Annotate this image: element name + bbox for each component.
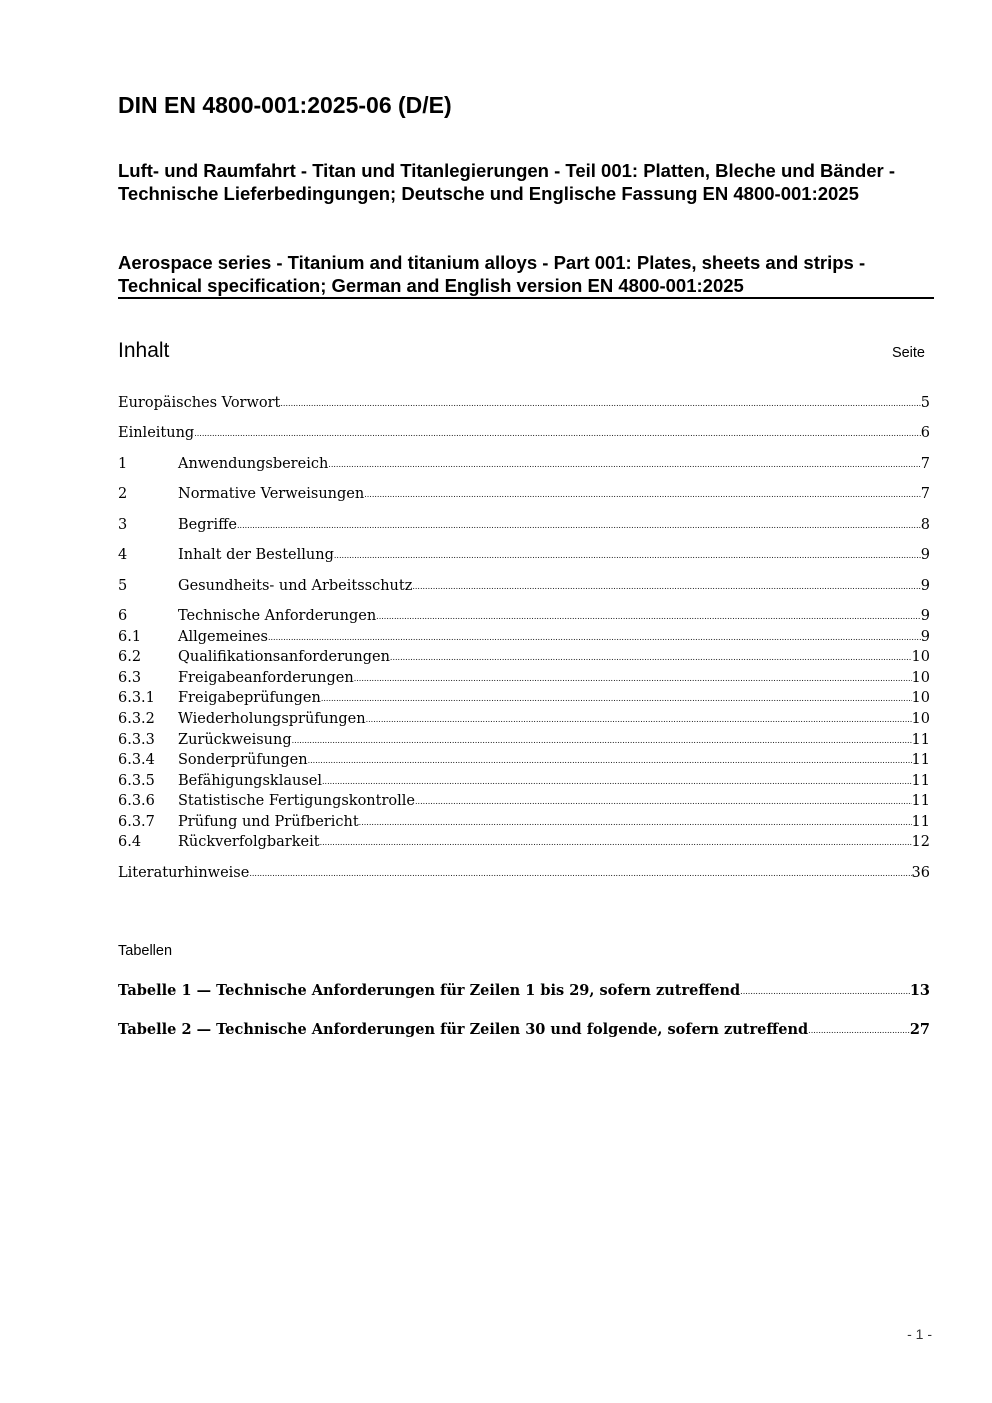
toc-entry-page: 10	[911, 670, 930, 686]
toc-entry-6-3-1[interactable]	[118, 690, 930, 710]
header-divider	[118, 297, 934, 299]
table-entry-label: Tabelle 1 — Technische Anforderungen für Zeilen 1 bis 29, sofern zutreffend	[118, 982, 741, 999]
toc-entry-label: Befähigungsklausel	[178, 773, 322, 789]
toc-entry-page: 9	[920, 578, 930, 594]
table-entry-1[interactable]	[118, 982, 930, 1002]
toc-leader-dots	[740, 982, 910, 998]
toc-entry-5[interactable]	[118, 578, 930, 598]
toc-leader-dots	[308, 751, 912, 767]
toc-entry-page: 9	[920, 629, 930, 645]
toc-entry-label: Statistische Fertigungskontrolle	[178, 793, 415, 809]
toc-entry-6-2[interactable]	[118, 649, 930, 669]
toc-entry-page: 11	[911, 814, 930, 830]
toc-entry-label: Wiederholungsprüfungen	[178, 711, 366, 727]
toc-entry-page: 11	[911, 732, 930, 748]
toc-entry-number: 6.3.1	[118, 690, 155, 706]
toc-leader-dots	[249, 864, 911, 880]
toc-entry-page: 10	[911, 690, 930, 706]
toc-entry-number: 6	[118, 608, 128, 624]
table-entry-page: 27	[909, 1021, 930, 1038]
toc-leader-dots	[280, 394, 920, 410]
toc-entry-page: 8	[920, 517, 930, 533]
toc-entry-label: Einleitung	[118, 425, 195, 441]
toc-entry-6[interactable]	[118, 608, 930, 628]
table-entry-label: Tabelle 2 — Technische Anforderungen für Zeilen 30 und folgende, sofern zutreffend	[118, 1021, 809, 1038]
toc-leader-dots	[354, 669, 912, 685]
toc-entry-label: Gesundheits- und Arbeitsschutz	[178, 578, 413, 594]
toc-entry-label: Anwendungsbereich	[178, 456, 329, 472]
tables-heading: Tabellen	[118, 943, 173, 959]
toc-entry-2[interactable]	[118, 486, 930, 506]
toc-entry-number: 6.3.7	[118, 814, 155, 830]
toc-entry-number: 6.2	[118, 649, 142, 665]
toc-entry-page: 36	[911, 865, 930, 881]
toc-entry-number: 6.1	[118, 629, 142, 645]
toc-leader-dots	[366, 710, 912, 726]
toc-entry-label: Zurückweisung	[178, 732, 292, 748]
toc-entry-number: 6.3.4	[118, 752, 155, 768]
toc-entry-page: 7	[920, 456, 930, 472]
toc-entry-page: 6	[920, 425, 930, 441]
toc-leader-dots	[412, 577, 920, 593]
table-entry-2[interactable]	[118, 1021, 930, 1041]
toc-entry-number: 1	[118, 456, 128, 472]
toc-entry-number: 2	[118, 486, 128, 502]
toc-entry-einleitung[interactable]	[118, 425, 930, 445]
toc-entry-page: 11	[911, 773, 930, 789]
toc-leader-dots	[334, 546, 921, 562]
toc-entry-number: 6.3.2	[118, 711, 155, 727]
toc-entry-6-3-6[interactable]	[118, 793, 930, 813]
toc-heading: Inhalt	[118, 339, 170, 362]
toc-leader-dots	[364, 485, 921, 501]
toc-entry-page: 9	[920, 608, 930, 624]
toc-leader-dots	[194, 424, 921, 440]
toc-entry-6-1[interactable]	[118, 629, 930, 649]
toc-entry-number: 6.3	[118, 670, 142, 686]
toc-entry-6-3-4[interactable]	[118, 752, 930, 772]
toc-entry-label: Normative Verweisungen	[178, 486, 365, 502]
toc-entry-6-3-3[interactable]	[118, 732, 930, 752]
toc-leader-dots	[237, 516, 921, 532]
toc-leader-dots	[359, 813, 912, 829]
toc-entry-label: Sonderprüfungen	[178, 752, 308, 768]
toc-entry-3[interactable]	[118, 517, 930, 537]
page-number: - 1 -	[907, 1326, 932, 1342]
toc-entry-label: Freigabeanforderungen	[178, 670, 354, 686]
toc-entry-label: Literaturhinweise	[118, 865, 250, 881]
document-title: DIN EN 4800-001:2025-06 (D/E)	[118, 92, 452, 118]
title-german: Luft- und Raumfahrt - Titan und Titanlegierungen - Teil 001: Platten, Bleche und Bänder - Technische Lieferbedingungen; Deutsche und Englische Fassung EN 4800-001:2025	[118, 160, 896, 204]
toc-entry-label: Technische Anforderungen	[178, 608, 377, 624]
toc-entry-number: 6.3.5	[118, 773, 155, 789]
toc-entry-6-3[interactable]	[118, 670, 930, 690]
toc-entry-label: Europäisches Vorwort	[118, 395, 281, 411]
title-english: Aerospace series - Titanium and titanium alloys - Part 001: Plates, sheets and strips - Technical specification; German and English version EN 4800-001:2025	[118, 252, 866, 296]
toc-entry-number: 6.3.3	[118, 732, 155, 748]
toc-entry-number: 6.4	[118, 834, 142, 850]
toc-leader-dots	[268, 628, 921, 644]
toc-entry-page: 11	[911, 793, 930, 809]
toc-entry-number: 5	[118, 578, 128, 594]
toc-leader-dots	[328, 455, 920, 471]
toc-entry-literatur[interactable]	[118, 865, 930, 885]
toc-leader-dots	[322, 772, 912, 788]
toc-entry-page: 5	[920, 395, 930, 411]
toc-entry-label: Allgemeines	[178, 629, 268, 645]
toc-entry-page: 12	[911, 834, 930, 850]
toc-leader-dots	[376, 607, 921, 623]
toc-entry-label: Rückverfolgbarkeit	[178, 834, 320, 850]
toc-entry-label: Qualifikationsanforderungen	[178, 649, 390, 665]
toc-entry-page: 10	[911, 649, 930, 665]
toc-entry-page: 11	[911, 752, 930, 768]
toc-entry-6-3-2[interactable]	[118, 711, 930, 731]
toc-entry-number: 4	[118, 547, 128, 563]
toc-entry-label: Freigabeprüfungen	[178, 690, 321, 706]
toc-entry-label: Prüfung und Prüfbericht	[178, 814, 359, 830]
toc-leader-dots	[390, 648, 912, 664]
toc-entry-4[interactable]	[118, 547, 930, 567]
toc-entry-label: Begriffe	[178, 517, 237, 533]
toc-entry-label: Inhalt der Bestellung	[178, 547, 334, 563]
toc-leader-dots	[320, 833, 912, 849]
toc-entry-6-3-5[interactable]	[118, 773, 930, 793]
toc-leader-dots	[808, 1021, 910, 1037]
toc-entry-number: 6.3.6	[118, 793, 155, 809]
toc-leader-dots	[415, 792, 912, 808]
toc-entry-page: 7	[920, 486, 930, 502]
toc-entry-6-3-7[interactable]	[118, 814, 930, 834]
toc-leader-dots	[292, 731, 912, 747]
toc-entry-vorwort[interactable]	[118, 395, 930, 415]
toc-entry-page: 9	[920, 547, 930, 563]
toc-page-column-label: Seite	[891, 345, 925, 361]
table-entry-page: 13	[909, 982, 930, 999]
toc-entry-1[interactable]	[118, 456, 930, 476]
toc-entry-number: 3	[118, 517, 128, 533]
toc-leader-dots	[321, 689, 912, 705]
toc-entry-page: 10	[911, 711, 930, 727]
toc-entry-6-4[interactable]	[118, 834, 930, 854]
